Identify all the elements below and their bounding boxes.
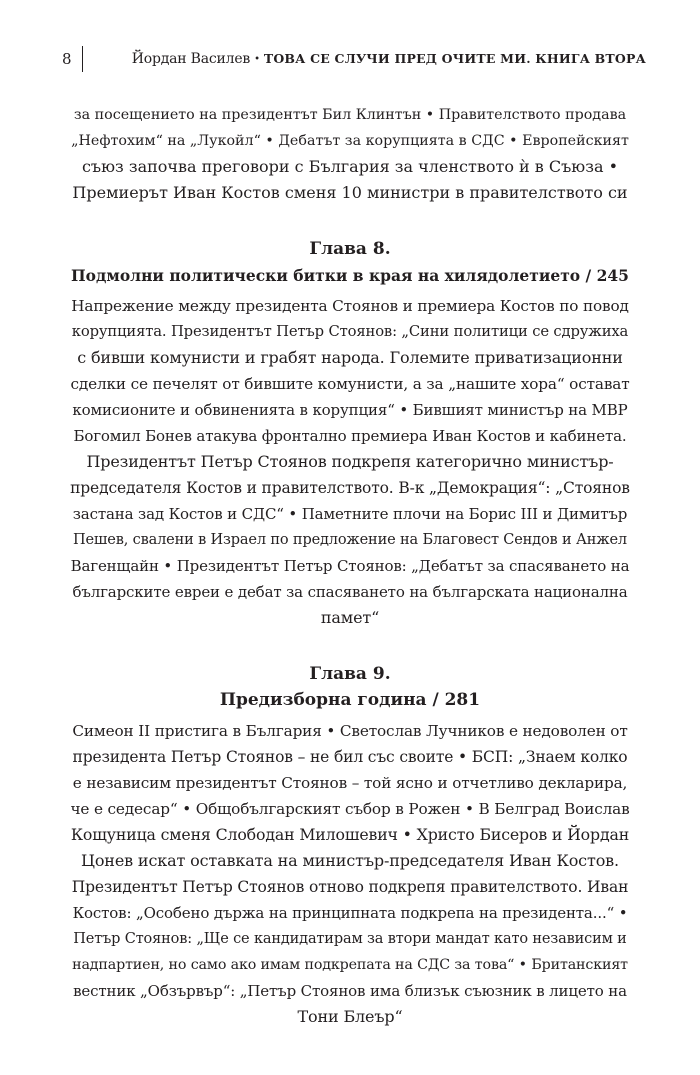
text-line: Напрежение между президента Стоянов и премиера Костов по повод [71,297,629,315]
chapter-label: Глава 8. [309,239,391,259]
header-separator: • [254,54,260,65]
text-line: Петър Стоянов: „Ще се кандидатирам за втори мандат като независим и [73,931,627,947]
text-line: Симеон II пристига в България • Светослав Лучников е недоволен от [72,722,628,740]
book-title: ТОВА СЕ СЛУЧИ ПРЕД ОЧИТЕ МИ. КНИГА ВТОРА [263,51,646,66]
text-line: памет“ [320,608,380,627]
text-line: комисионите и обвиненията в корупция“ • Бившият министър на МВР [72,401,628,419]
text-line: Президентът Петър Стоянов отново подкрепя правителството. Иван [71,878,629,896]
chapter-9 [70,661,630,1030]
text-line: Пешев, свалени в Израел по предложение на Благовест Сендов и Анжел [73,532,627,548]
text-line: Кощуница сменя Слободан Милошевич • Христо Бисеров и Йордан [70,825,630,844]
text-line: Костов: „Особено държа на принципната подкрепа на президента...“ • [72,904,628,922]
text-line: Тони Блеър“ [297,1007,403,1026]
text-line: корупцията. Президентът Петър Стоянов: „Сини политици се сдружиха [71,323,629,340]
toc-content [70,102,630,1030]
text-line: Цонев искат оставката на министър-председателя Иван Костов. [81,851,619,870]
text-line: председателя Костов и правителството. В-к „Демокрация“: „Стоянов [70,479,630,497]
chapter-summary [70,293,630,631]
text-line: Вагенщайн • Президентът Петър Стоянов: „Дебатът за спасяването на [70,557,630,575]
text-line: Богомил Бонев атакува фронтално премиера Иван Костов и кабинета. [73,427,627,445]
text-line: застана зад Костов и СДС“ • Паметните плочи на Борис III и Димитър [72,505,628,523]
page-number: 8 [62,50,72,68]
text-line: българските евреи е дебат за спасяването на българската национална [72,583,628,601]
text-line: Премиерът Иван Костов сменя 10 министри в правителството си [72,183,628,202]
text-line: за посещението на президентът Бил Клинтън • Правителството продава [73,107,627,123]
text-line: „Нефтохим“ на „Лукойл“ • Дебатът за корупцията в СДС • Европейският [71,133,629,149]
text-line: е независим президентът Стоянов – той ясно и отчетливо декларира, [72,774,628,792]
author-name: Йордан Василев [131,51,251,67]
text-line: че е седесар“ • Общобългарският събор в Рожен • В Белград Воислав [70,800,630,818]
text-line: съюз започва преговори с България за членството ѝ в Съюза • [81,157,619,176]
text-line: вестник „Обзървър“: „Петър Стоянов има близък съюзник в лицето на [73,982,627,1000]
chapter-title: Предизборна година / 281 [219,690,481,710]
text-line: Президентът Петър Стоянов подкрепя категорично министър- [86,452,614,471]
chapter-summary [70,718,630,1030]
text-line: сделки се печелят от бившите комунисти, а за „нашите хора“ остават [70,375,630,393]
chapter-8 [70,236,630,631]
running-head [132,48,646,72]
chapter-label: Глава 9. [309,664,391,684]
text-line: президента Петър Стоянов – не бил със своите • БСП: „Знаем колко [72,748,628,766]
text-line: надпартиен, но само ако имам подкрепата на СДС за това“ • Британският [72,957,628,973]
header-divider [82,46,83,72]
chapter-title: Подмолни политически битки в края на хилядолетието / 245 [71,266,629,285]
intro-paragraph [70,102,630,206]
running-header [40,48,660,70]
text-line: с бивши комунисти и грабят народа. Големите приватизационни [77,348,623,367]
